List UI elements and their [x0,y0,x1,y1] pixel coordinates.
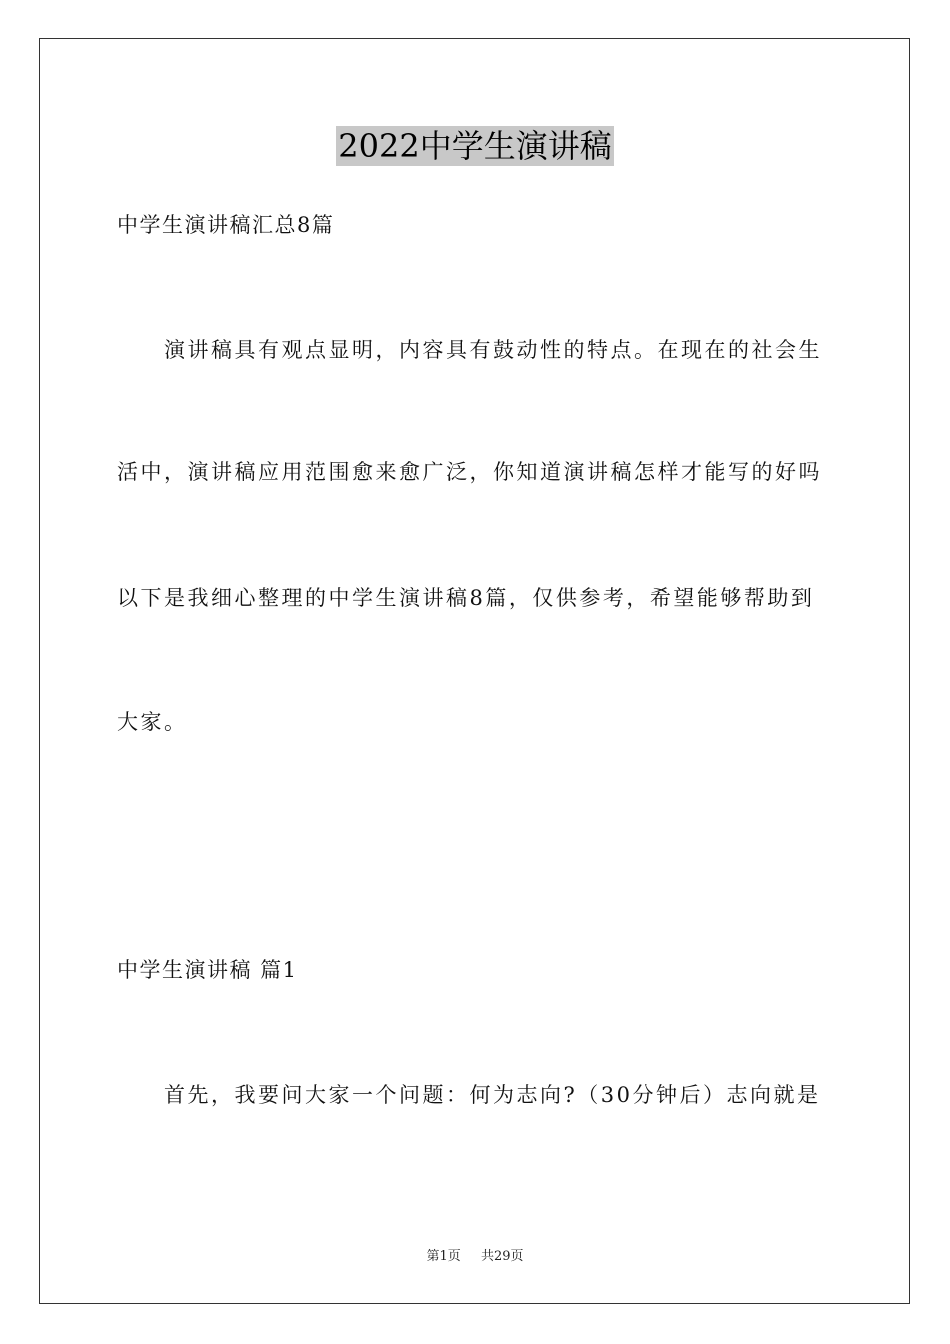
title-container [0,126,950,166]
paragraph-line: 以下是我细心整理的中学生演讲稿8篇，仅供参考，希望能够帮助到 [117,586,815,610]
page-total: 共29页 [480,1249,524,1264]
section-heading: 中学生演讲稿 篇1 [117,958,298,982]
paragraph-line: 大家。 [117,710,188,734]
document-subtitle: 中学生演讲稿汇总8篇 [117,213,335,237]
paragraph-line: 演讲稿具有观点显明，内容具有鼓动性的特点。在现在的社会生 [164,338,822,362]
paragraph-line: 首先，我要问大家一个问题：何为志向?（30分钟后）志向就是 [164,1083,821,1107]
document-title: 2022中学生演讲稿 [338,127,612,165]
page-number: 第1页 [426,1249,461,1264]
page-footer [0,1248,950,1266]
paragraph-line: 活中，演讲稿应用范围愈来愈广泛，你知道演讲稿怎样才能写的好吗 [117,460,822,484]
